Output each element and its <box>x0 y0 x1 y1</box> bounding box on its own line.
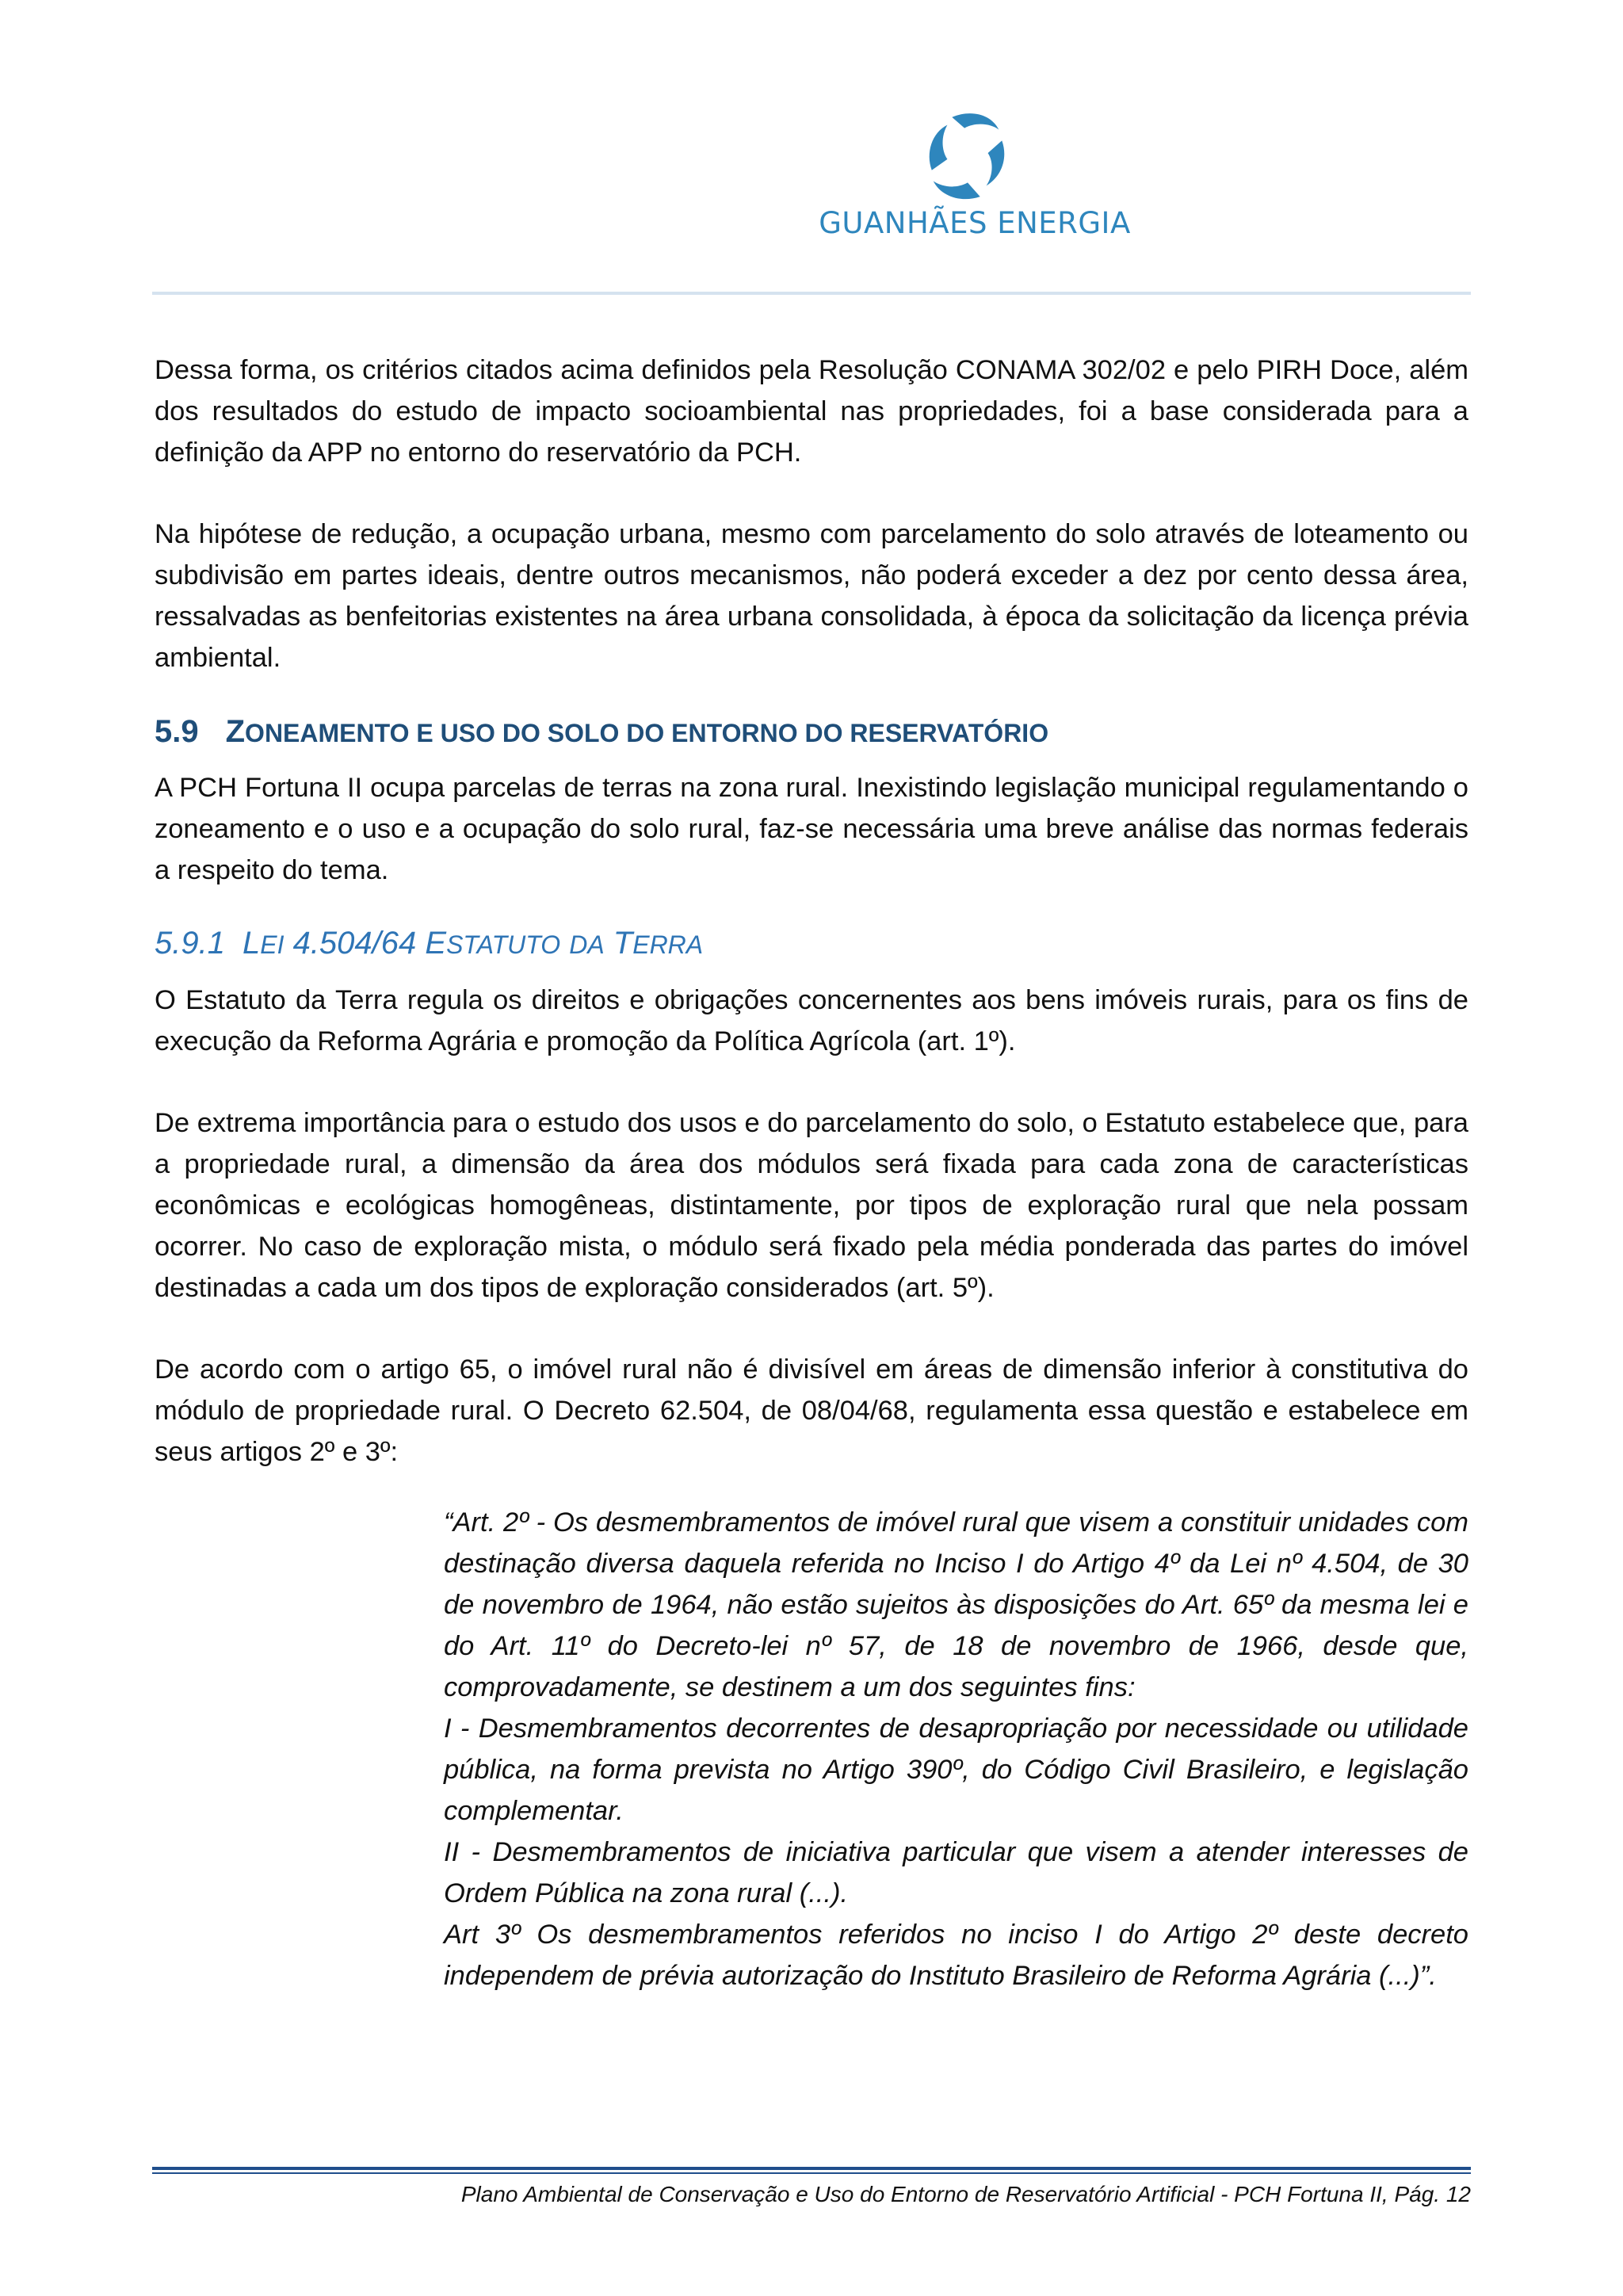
subsection-title-part <box>605 926 613 961</box>
quote-paragraph: II - Desmembramentos de iniciativa particular que visem a atender interesses de Ordem Pública na zona rural (...). <box>444 1837 1468 1908</box>
section-heading <box>155 711 1468 754</box>
header-divider <box>152 292 1471 295</box>
paragraph: O Estatuto da Terra regula os direitos e obrigações concernentes aos bens imóveis rurais, para os fins de execução da Reforma Agrária e promoção da Política Agrícola (art. 1º). <box>155 985 1468 1056</box>
legal-quote-block <box>444 1502 1468 1996</box>
section-title-part: ONEAMENTO E <box>245 719 441 747</box>
company-logo <box>816 109 1133 248</box>
quote-paragraph: I - Desmembramentos decorrentes de desapropriação por necessidade ou utilidade pública, na forma prevista no Artigo 390º, do Código Civil Brasileiro, e legislação complementar. <box>444 1713 1468 1826</box>
subsection-heading <box>155 923 1468 965</box>
paragraph: A PCH Fortuna II ocupa parcelas de terras na zona rural. Inexistindo legislação municipal regulamentando o zoneamento e o uso e a ocupação do solo rural, faz-se necessária uma breve análise das normas federais a respeito do tema. <box>155 773 1468 885</box>
subsection-number: 5.9.1 <box>155 926 225 961</box>
subsection-title-part: E <box>425 926 447 961</box>
logo-wordmark: GUANHÃES ENERGIA <box>819 206 1131 240</box>
quote-paragraph: “Art. 2º - Os desmembramentos de imóvel rural que visem a constituir unidades com destinação diversa daquela referida no Inciso I do Artigo 4º da Lei nº 4.504, de 30 de novembro de 1964, não estão sujeitos às disposições do Art. 65º da mesma lei e do Art. 11º do Decreto-lei nº 57, de 18 de novembro de 1966, desde que, comprovadamente, se destinem a um dos seguintes fins: <box>444 1507 1468 1702</box>
subsection-title-part: DA <box>569 930 605 959</box>
subsection-title-part: ERRA <box>632 930 704 959</box>
guanhaes-energia-logo-icon <box>921 109 1014 203</box>
page-footer: Plano Ambiental de Conservação e Uso do Entorno de Reservatório Artificial - PCH Fortuna II, Pág. 12 <box>460 2182 1471 2206</box>
subsection-title-part: 4.504/64 <box>284 926 426 961</box>
section-title-part: Z <box>225 714 246 749</box>
subsection-title-part: STATUTO <box>446 930 561 959</box>
section-number: 5.9 <box>155 714 199 749</box>
paragraph: De extrema importância para o estudo dos usos e do parcelamento do solo, o Estatuto estabelece que, para a propriedade rural, a dimensão da área dos módulos será fixada para cada zona de características econômicas e ecológicas homogêneas, distintamente, por tipos de exploração rural que nela possam ocorrer. No caso de exploração mista, o módulo será fixado pela média ponderada das partes do imóvel destinadas a cada um dos tipos de exploração considerados (art. 5º). <box>155 1108 1468 1303</box>
footer-divider <box>152 2167 1471 2170</box>
subsection-title-part <box>560 926 569 961</box>
quote-paragraph: Art 3º Os desmembramentos referidos no inciso I do Artigo 2º deste decreto independem de prévia autorização do Instituto Brasileiro de Reforma Agrária (...)”. <box>444 1920 1468 1991</box>
subsection-title-part: EI <box>260 930 285 959</box>
paragraph: Dessa forma, os critérios citados acima definidos pela Resolução CONAMA 302/02 e pelo PIRH Doce, além dos resultados do estudo de impacto socioambiental nas propriedades, foi a base considerada para a definição da APP no entorno do reservatório da PCH. <box>155 355 1468 468</box>
subsection-title-part: T <box>613 926 633 961</box>
footer-divider <box>152 2172 1471 2174</box>
section-title-part: USO DO SOLO DO ENTORNO DO RESERVATÓRIO <box>440 719 1049 747</box>
paragraph: De acordo com o artigo 65, o imóvel rural não é divisível em áreas de dimensão inferior à constitutiva do módulo de propriedade rural. O Decreto 62.504, de 08/04/68, regulamenta essa questão e estabelece em seus artigos 2º e 3º: <box>155 1354 1468 1467</box>
document-body <box>155 350 1468 1996</box>
subsection-title-part: L <box>242 926 261 961</box>
paragraph: Na hipótese de redução, a ocupação urbana, mesmo com parcelamento do solo através de loteamento ou subdivisão em partes ideais, dentre outros mecanismos, não poderá exceder a dez por cento dessa área, ressalvadas as benfeitorias existentes na área urbana consolidada, à época da solicitação da licença prévia ambiental. <box>155 519 1468 673</box>
